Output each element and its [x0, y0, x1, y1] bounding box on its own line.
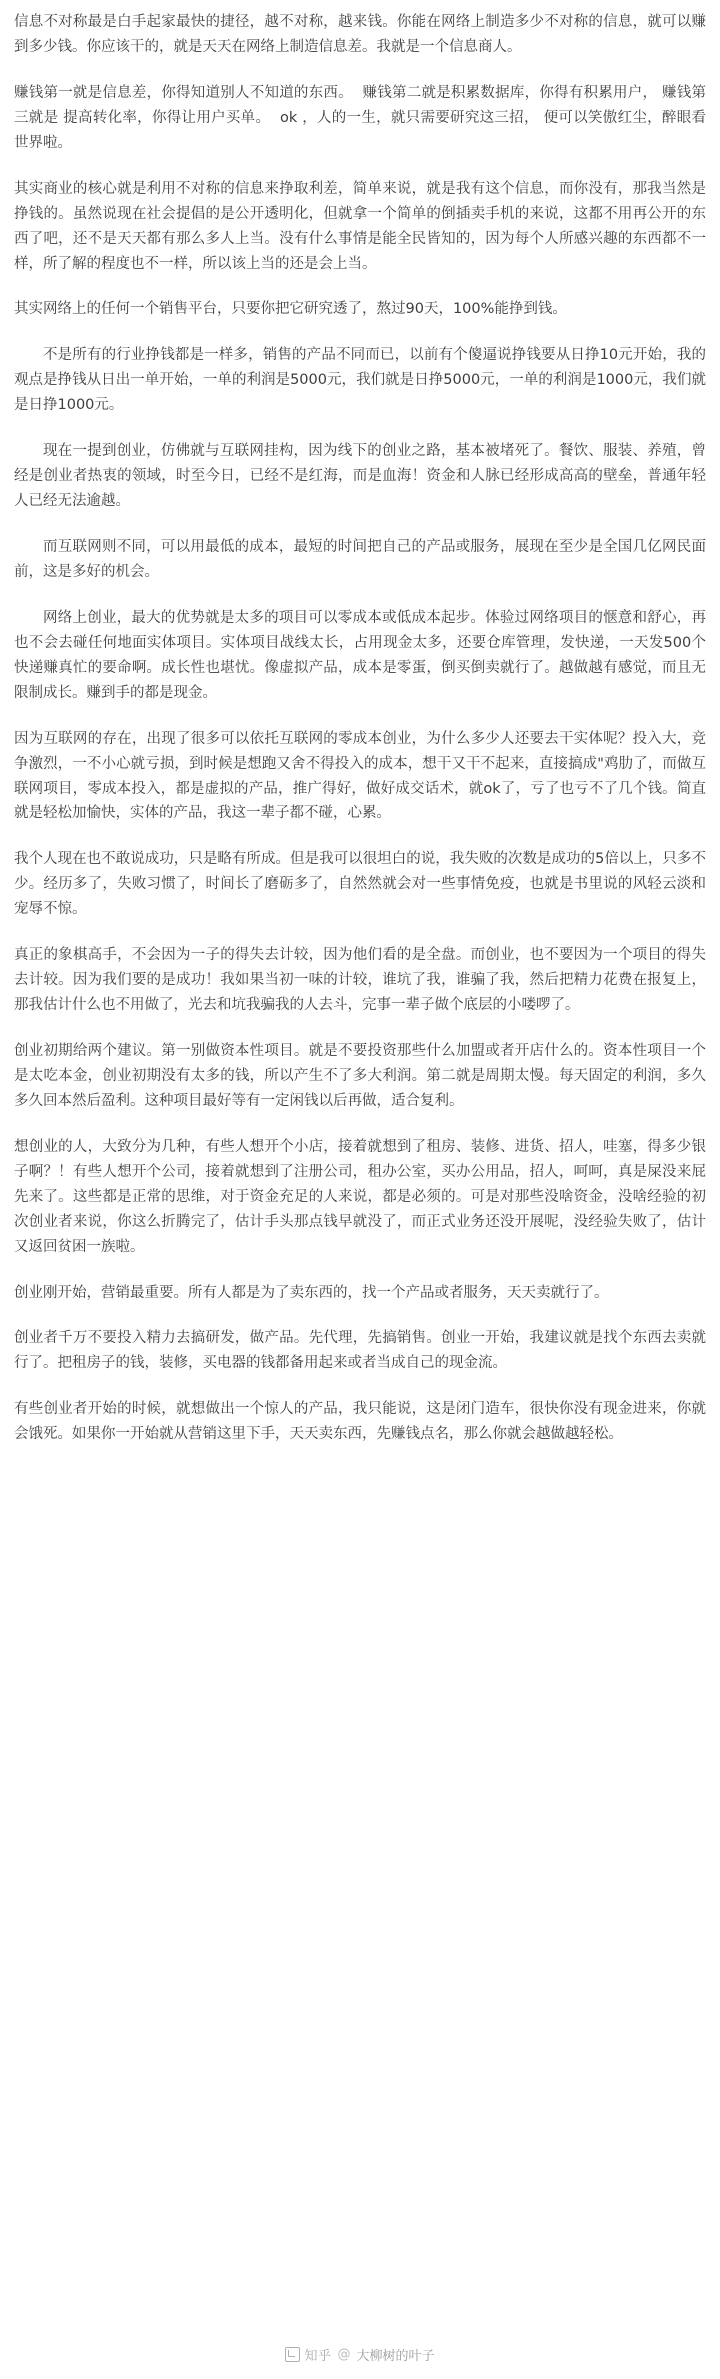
zhihu-mark-icon: [285, 2347, 300, 2362]
paragraph: 想创业的人，大致分为几种，有些人想开个小店，接着就想到了租房、装修、进货、招人，哇塞，得多少银子啊？！有些人想开个公司，接着就想到了注册公司，租办公室，买办公用品，招人，呵呵，真是屎没来屁先来了。这些都是正常的思维，对于资金充足的人来说，都是必须的。可是对那些没啥资金，没啥经验的初次创业者来说，你这么折腾完了，估计手头那点钱早就没了，而正式业务还没开展呢，没经验失败了，估计又返回贫困一族啦。: [14, 1138, 706, 1255]
zhihu-label: 知乎: [304, 2348, 332, 2364]
author-name: 大柳树的叶子: [356, 2348, 435, 2364]
paragraph: 不是所有的行业挣钱都是一样多，销售的产品不同而已，以前有个傻逼说挣钱要从日挣10元开始，我的观点是挣钱从日出一单开始，一单的利润是5000元，我们就是日挣5000元，一单的利润是1000元，我们就是日挣1000元。: [14, 347, 706, 414]
paragraph: 网络上创业，最大的优势就是太多的项目可以零成本或低成本起步。体验过网络项目的惬意和舒心，再也不会去碰任何地面实体项目。实体项目战线太长，占用现金太多，还要仓库管理，发快递，一天发500个快递赚真忙的要命啊。成长性也堪忧。像虚拟产品，成本是零蛋，倒买倒卖就行了。越做越有感觉，而且无限制成长。赚到手的都是现金。: [14, 609, 706, 701]
paragraph: 有些创业者开始的时候，就想做出一个惊人的产品，我只能说，这是闭门造车，很快你没有现金进来，你就会饿死。如果你一开始就从营销这里下手，天天卖东西，先赚钱点名，那么你就会越做越轻松。: [14, 1401, 706, 1443]
paragraph: 其实商业的核心就是利用不对称的信息来挣取利差，简单来说，就是我有这个信息，而你没有，那我当然是挣钱的。虽然说现在社会提倡的是公开透明化，但就拿一个简单的倒插卖手机的来说，这都不用再公开的东西了吧，还不是天天都有那么多人上当。没有什么事情是能全民皆知的，因为每个人所感兴趣的东西都不一样，所了解的程度也不一样，所以该上当的还是会上当。: [14, 180, 706, 272]
paragraph: 而互联网则不同，可以用最低的成本，最短的时间把自己的产品或服务，展现在至少是全国几亿网民面前，这是多好的机会。: [14, 539, 706, 580]
at-symbol: @: [337, 2346, 351, 2362]
paragraph: 因为互联网的存在，出现了很多可以依托互联网的零成本创业，为什么多少人还要去干实体呢？投入大，竞争激烈，一不小心就亏损，到时候是想跑又舍不得投入的成本，想干又干不起来，直接搞成"鸡肋了，而做互联网项目，零成本投入，都是虚拟的产品，推广得好，做好成交话术，就ok了，亏了也亏不了几个钱。简直就是轻松加愉快，实体的产品，我这一辈子都不碰，心累。: [14, 730, 706, 822]
paragraph: 创业刚开始，营销最重要。所有人都是为了卖东西的，找一个产品或者服务，天天卖就行了。: [14, 1284, 609, 1301]
paragraph: 赚钱第一就是信息差，你得知道别人不知道的东西。 赚钱第二就是积累数据库，你得有积累用户， 赚钱第三就是 提高转化率，你得让用户买单。 ok ，人的一生，就只需要研究这三招， 便可以笑傲红尘，醉眼看世界啦。: [14, 84, 706, 151]
zhihu-logo: [285, 2345, 331, 2364]
paragraph: 创业初期给两个建议。第一别做资本性项目。就是不要投资那些什么加盟或者开店什么的。资本性项目一个是太吃本金，创业初期没有太多的钱，所以产生不了多大利润。第二就是周期太慢。每天固定的利润，多久多久回本然后盈利。这种项目最好等有一定闲钱以后再做，适合复利。: [14, 1043, 706, 1109]
paragraph: 真正的象棋高手，不会因为一子的得失去计较，因为他们看的是全盘。而创业，也不要因为一个项目的得失去计较。因为我们要的是成功！我如果当初一味的计较，谁坑了我，谁骗了我，然后把精力花费在报复上，那我估计什么也不用做了，光去和坑我骗我的人去斗，完事一辈子做个底层的小喽啰了。: [14, 947, 706, 1014]
paragraph: 我个人现在也不敢说成功，只是略有所成。但是我可以很坦白的说，我失败的次数是成功的5倍以上，只多不少。经历多了，失败习惯了，时间长了磨砺多了，自然然就会对一些事情免疫，也就是书里说的风轻云淡和宠辱不惊。: [14, 851, 706, 918]
paragraph: 其实网络上的任何一个销售平台，只要你把它研究透了，熬过90天，100%能挣到钱。: [14, 301, 567, 318]
watermark-footer: [0, 2339, 720, 2369]
paragraph: 创业者千万不要投入精力去搞研发，做产品。先代理，先搞销售。创业一开始，我建议就是找个东西去卖就行了。把租房子的钱，装修，买电器的钱都备用起来或者当成自己的现金流。: [14, 1330, 706, 1372]
paragraph: 信息不对称最是白手起家最快的捷径，越不对称，越来钱。你能在网络上制造多少不对称的信息，就可以赚到多少钱。你应该干的，就是天天在网络上制造信息差。我就是一个信息商人。: [14, 14, 706, 55]
article-body: [14, 10, 706, 1447]
paragraph: 现在一提到创业，仿佛就与互联网挂构，因为线下的创业之路，基本被堵死了。餐饮、服装、养殖，曾经是创业者热衷的领域，时至今日，已经不是红海，而是血海！资金和人脉已经形成高高的壁垒，普通年轻人已经无法逾越。: [14, 443, 706, 510]
